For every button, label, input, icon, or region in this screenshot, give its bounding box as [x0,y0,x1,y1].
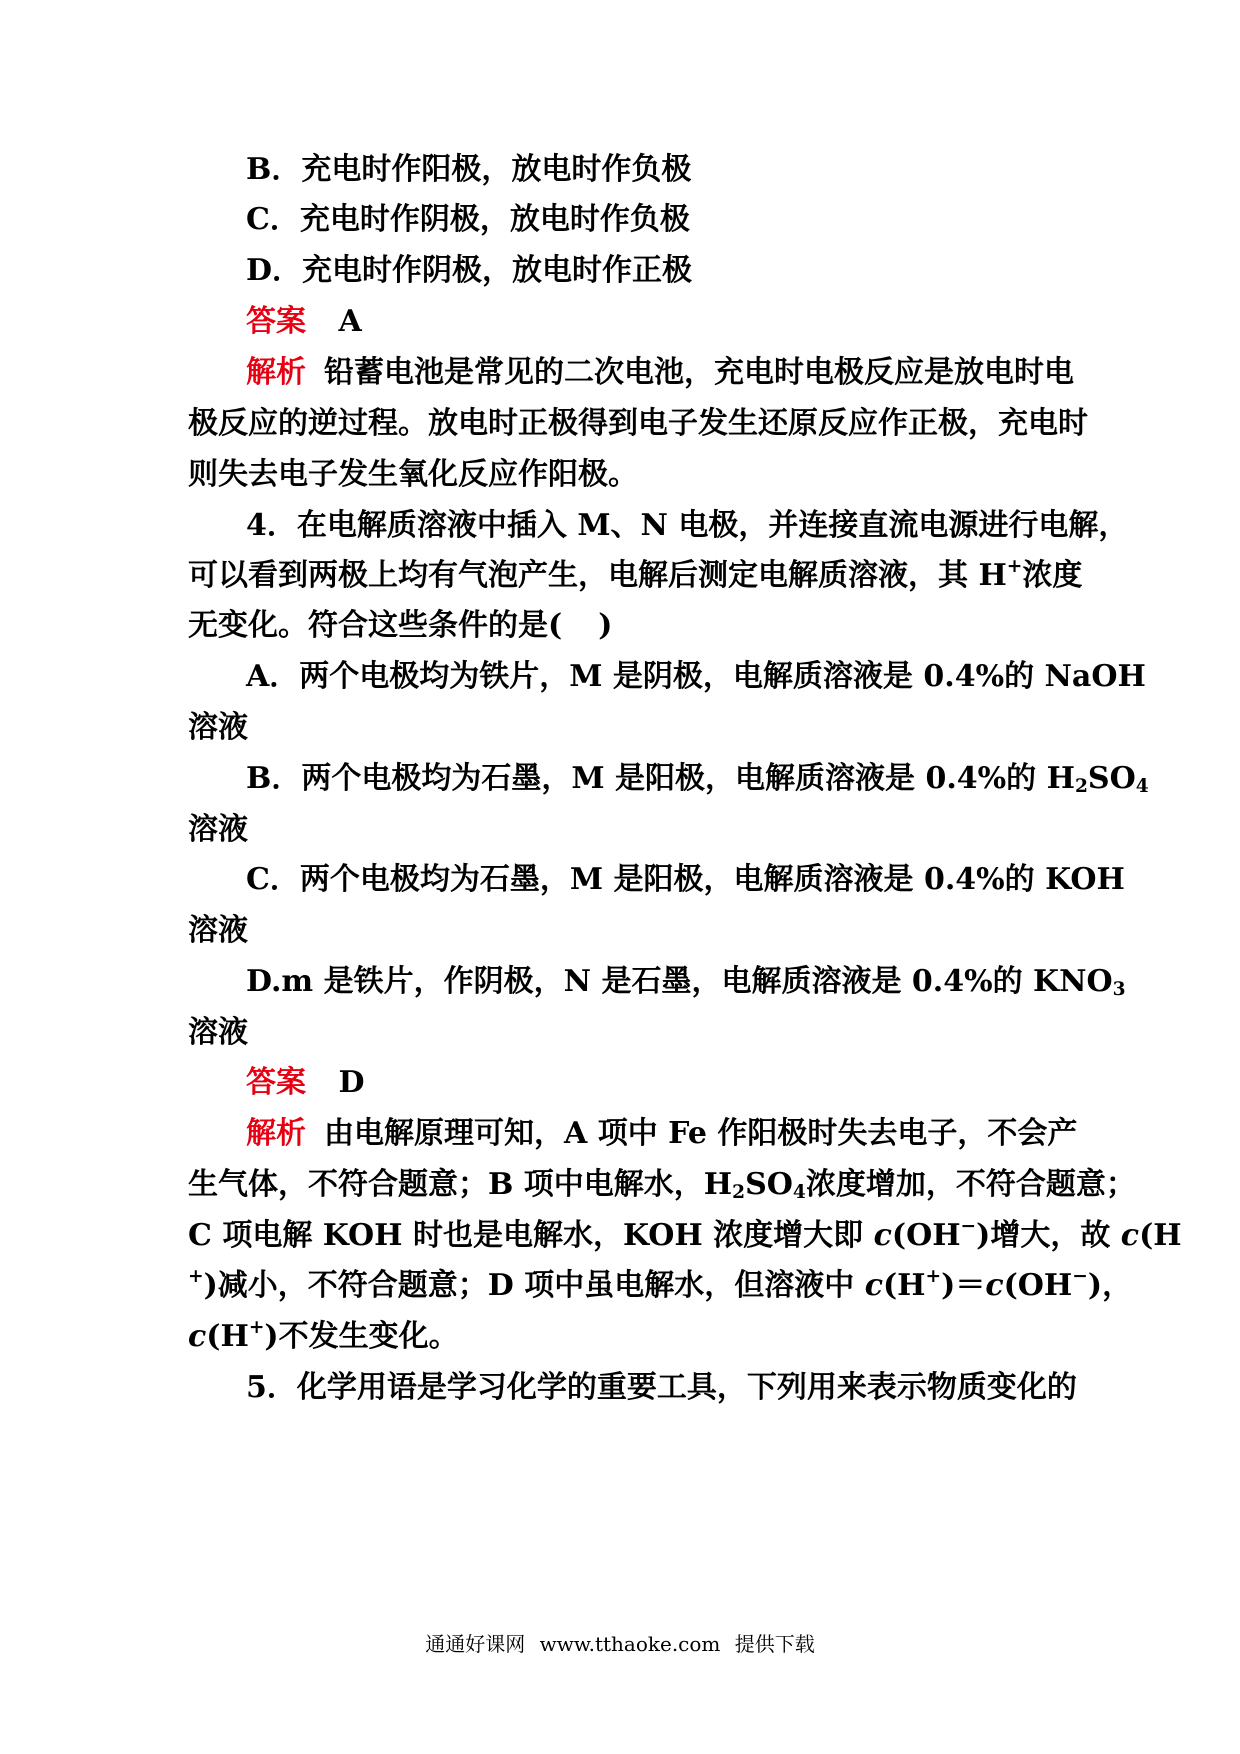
answer-value: D [338,1065,365,1100]
analysis-q3-line2: 极反应的逆过程。放电时正极得到电子发生还原反应作正极，充电时 [188,406,1088,441]
option-b: B．充电时作阳极，放电时作负极 [246,152,692,187]
t: (OH [1003,1268,1073,1303]
sup: − [960,1215,977,1237]
q4-option-c: C．两个电极均为石墨，M 是阳极，电解质溶液是 0.4%的 KOH [246,862,1125,897]
analysis-q4-line4 [188,1265,1133,1306]
analysis-q4-line3 [188,1215,1182,1256]
sup: − [1072,1265,1088,1287]
sub: 2 [732,1182,746,1204]
analysis-text: 铅蓄电池是常见的二次电池，充电时电极反应是放电时电 [324,355,1074,390]
t: c [188,1319,207,1354]
sup: + [248,1316,265,1338]
t: )， [1087,1268,1133,1303]
q4-option-d-text: D.m 是铁片，作阴极，N 是石墨，电解质溶液是 0.4%的 KNO [246,964,1113,999]
analysis-text: 由电解原理可知，A 项中 Fe 作阳极时失去电子，不会产 [324,1116,1078,1151]
answer-value: A [338,304,362,339]
answer-q3 [246,302,1058,342]
answer-label: 答案 [246,304,306,339]
analysis-q4-line5 [188,1317,1058,1357]
q4-line2-text: 可以看到两极上均有气泡产生，电解后测定电解质溶液，其 H [188,558,1007,593]
q4-option-a: A．两个电极均为铁片，M 是阴极，电解质溶液是 0.4%的 NaOH [246,659,1146,694]
answer-q4 [246,1063,1058,1103]
t: (H [206,1319,249,1354]
analysis-label: 解析 [246,355,306,390]
t: 浓度增加，不符合题意； [805,1167,1136,1202]
q4-line1: 4．在电解质溶液中插入 M、N 电极，并连接直流电源进行电解， [246,508,1129,543]
q4-line3 [188,606,1058,646]
analysis-q4-line1 [246,1114,1078,1154]
sup: + [1006,555,1023,577]
t: C 项电解 KOH 时也是电解水，KOH 浓度增大即 [188,1218,874,1253]
t: (H [1139,1218,1182,1253]
analysis-q4-line2 [188,1165,1136,1205]
footer-suffix: 提供下载 [734,1632,815,1656]
q4-option-b-cont: 溶液 [188,812,248,847]
sup: + [925,1265,942,1287]
analysis-label: 解析 [246,1116,306,1151]
t: )＝ [941,1268,986,1303]
q4-option-b [246,759,1149,799]
q5-line1: 5．化学用语是学习化学的重要工具，下列用来表示物质变化的 [246,1370,1077,1405]
analysis-q3-line3: 则失去电子发生氧化反应作阳极。 [188,457,638,492]
t: c [873,1218,892,1253]
footer-site-name: 通通好课网 [425,1632,526,1656]
q4-option-c-cont: 溶液 [188,913,248,948]
t: (OH [891,1218,961,1253]
sub: 3 [1112,979,1126,1001]
option-d: D．充电时作阴极，放电时作正极 [246,253,693,288]
q4-option-b-text: B．两个电极均为石墨，M 是阳极，电解质溶液是 0.4%的 H [246,761,1075,796]
page-footer [0,1628,1240,1657]
t: c [1120,1218,1140,1253]
sub: 2 [1074,776,1088,798]
q4-option-b-formula: SO [1087,761,1136,796]
t: (H [882,1268,926,1303]
q4-option-a-cont: 溶液 [188,710,248,745]
t: SO [745,1167,793,1202]
option-c: C．充电时作阴极，放电时作负极 [246,202,690,237]
sup: + [188,1265,204,1287]
footer-url[interactable]: www.tthaoke.com [539,1632,721,1656]
t: )减小，不符合题意；D 项中虽电解水，但溶液中 [203,1268,865,1303]
t: c [985,1268,1004,1303]
t: )不发生变化。 [264,1319,459,1354]
q4-line2 [188,555,1083,596]
q4-option-d [246,962,1126,1002]
t: 生气体，不符合题意；B 项中电解水，H [188,1167,733,1202]
t: c [864,1268,883,1303]
sub: 4 [1135,776,1149,798]
t: )增大，故 [976,1218,1121,1253]
answer-label: 答案 [246,1065,306,1100]
q4-line3-text: 无变化。符合这些条件的是( [188,608,563,643]
q4-line3-end: ) [598,608,613,643]
sub: 4 [792,1182,806,1204]
analysis-q3-line1 [246,353,1074,393]
q4-option-d-cont: 溶液 [188,1015,248,1050]
q4-line2-end: 浓度 [1022,558,1083,593]
